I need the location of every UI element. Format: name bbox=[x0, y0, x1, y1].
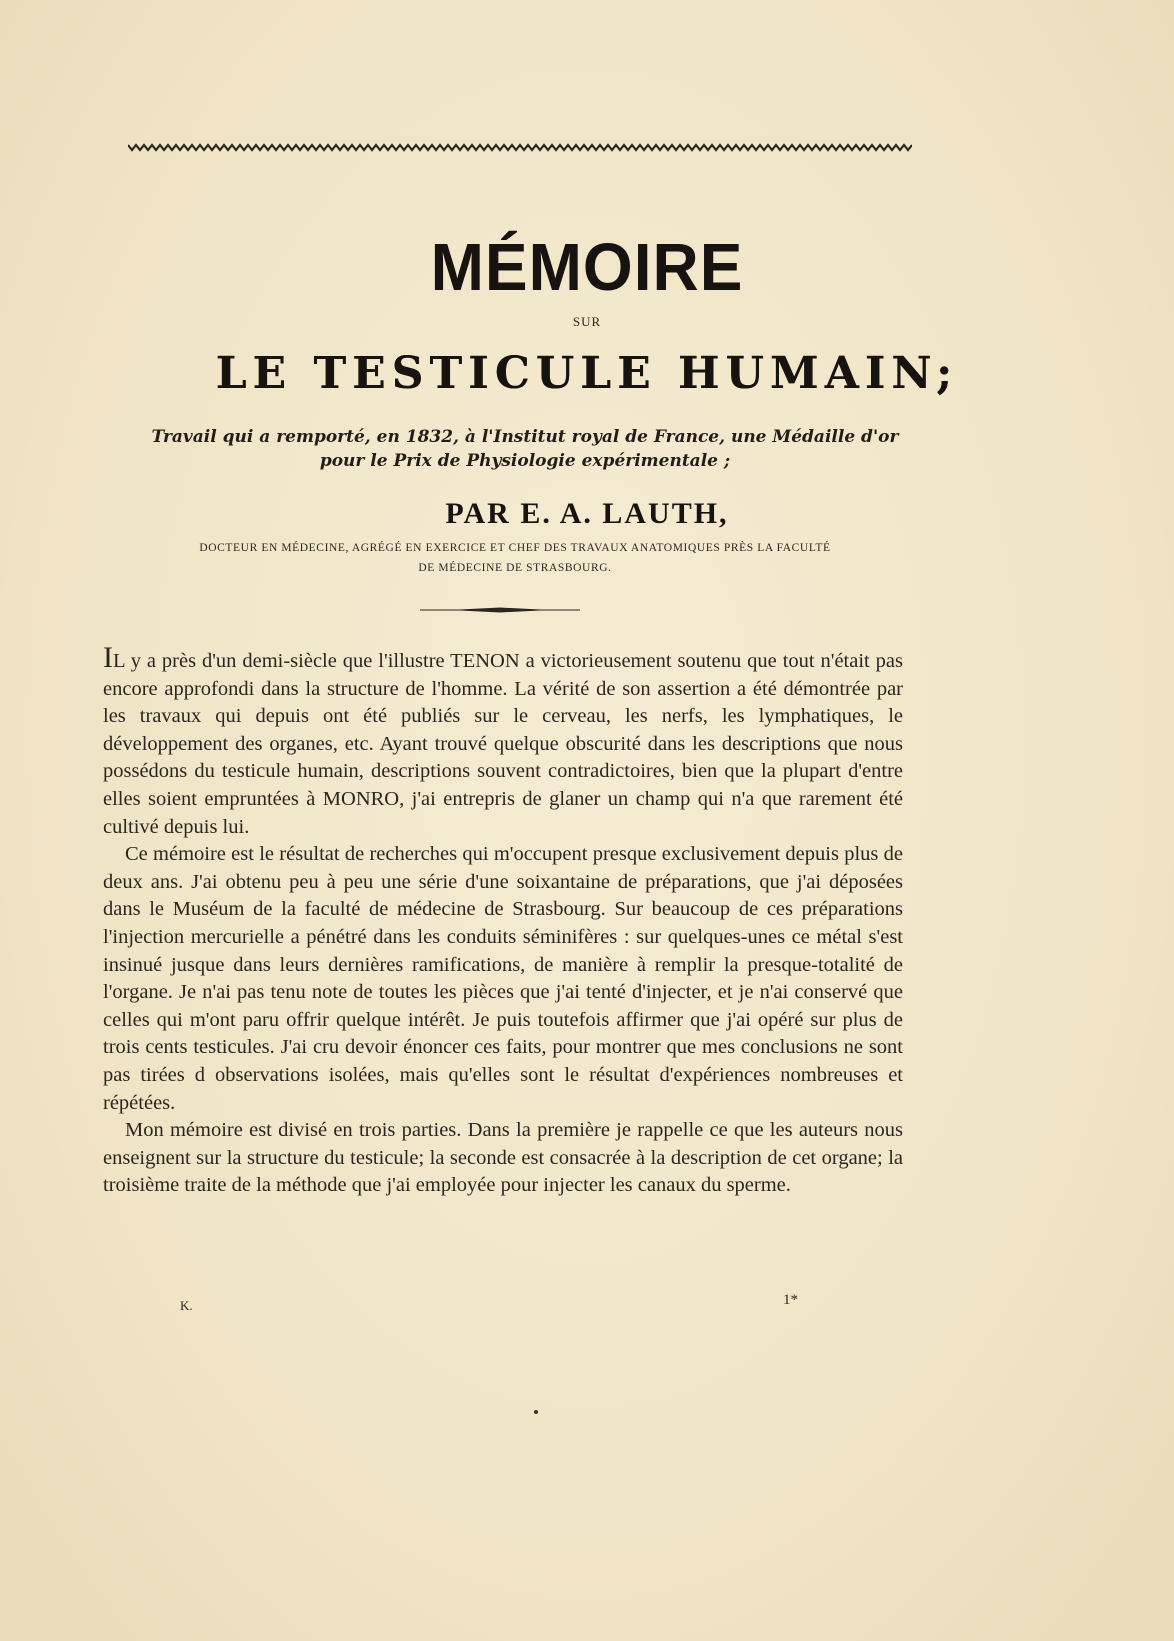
author-credentials bbox=[125, 538, 905, 578]
drop-cap: I bbox=[103, 641, 113, 674]
paragraph-2: Ce mémoire est le résultat de recherches qui m'occupent presque exclusivement depuis plus de deux ans. J'ai obtenu peu à peu une série d'une soixantaine de préparations, que j'ai déposées dans le Muséum de la faculté de médecine de Strasbourg. Sur beaucoup de ces préparations l'injection mercurielle a pénétré dans les conduits séminifères : sur quelques-unes ce métal s'est insinué jusque dans leurs dernières ramifications, de manière à remplir la presque-totalité de l'organe. Je n'ai pas tenu note de toutes les pièces que j'ai tenté d'injecter, et je n'ai conservé que celles qui m'ont paru offrir quelque intérêt. Je puis toutefois affirmer que j'ai opéré sur plus de trois cents testicules. J'ai cru devoir énoncer ces faits, pour montrer que mes conclusions ne sont pas tirées d observations isolées, mais qu'elles sont le résultat d'expériences nombreuses et répétées. bbox=[103, 843, 903, 1114]
section-divider bbox=[420, 607, 580, 613]
author-line: PAR E. A. LAUTH, bbox=[445, 497, 729, 530]
award-note bbox=[115, 425, 935, 473]
credentials-line-2: DE MÉDECINE DE STRASBOURG. bbox=[418, 562, 612, 574]
paragraph-1-text: L y a près d'un demi-siècle que l'illustre TENON a victorieusement soutenu que tout n'était pas encore approfondi dans la structure de l'homme. La vérité de son assertion a été démontrée par les travaux qui depuis ont été publiés sur le cerveau, les nerfs, les lymphatiques, le développement des organes, etc. Ayant trouvé quelque obscurité dans les descriptions que nous possédons du testicule humain, descriptions souvent contradictoires, bien que la plupart d'entre elles soient empruntées à MONRO, j'ai entrepris de glaner un champ qui n'a que rarement été cultivé depuis lui. bbox=[103, 650, 903, 838]
page-title: MÉMOIRE bbox=[430, 229, 744, 305]
subject-title: LE TESTICULE HUMAIN; bbox=[215, 348, 959, 399]
award-line-1: Travail qui a remporté, en 1832, à l'Institut royal de France, une Médaille d'or bbox=[151, 427, 899, 447]
title-connector: SUR bbox=[572, 314, 602, 329]
award-line-2: pour le Prix de Physiologie expérimentale ; bbox=[319, 451, 731, 471]
signature-mark: K. bbox=[180, 1298, 193, 1313]
ornamental-rule bbox=[128, 142, 912, 152]
credentials-line-1: DOCTEUR EN MÉDECINE, AGRÉGÉ EN EXERCICE ET CHEF DES TRAVAUX ANATOMIQUES PRÈS LA FACULTÉ bbox=[199, 542, 831, 554]
paragraph-1 bbox=[103, 641, 903, 841]
main-text bbox=[103, 641, 903, 1200]
sheet-number: 1* bbox=[783, 1292, 798, 1308]
paragraph-3: Mon mémoire est divisé en trois parties. Dans la première je rappelle ce que les auteurs nous enseignent sur la structure du testicule; la seconde est consacrée à la description de cet organe; la troisième traite de la méthode que j'ai employée pour injecter les canaux du sperme. bbox=[103, 1119, 903, 1197]
ink-speck bbox=[534, 1410, 538, 1414]
